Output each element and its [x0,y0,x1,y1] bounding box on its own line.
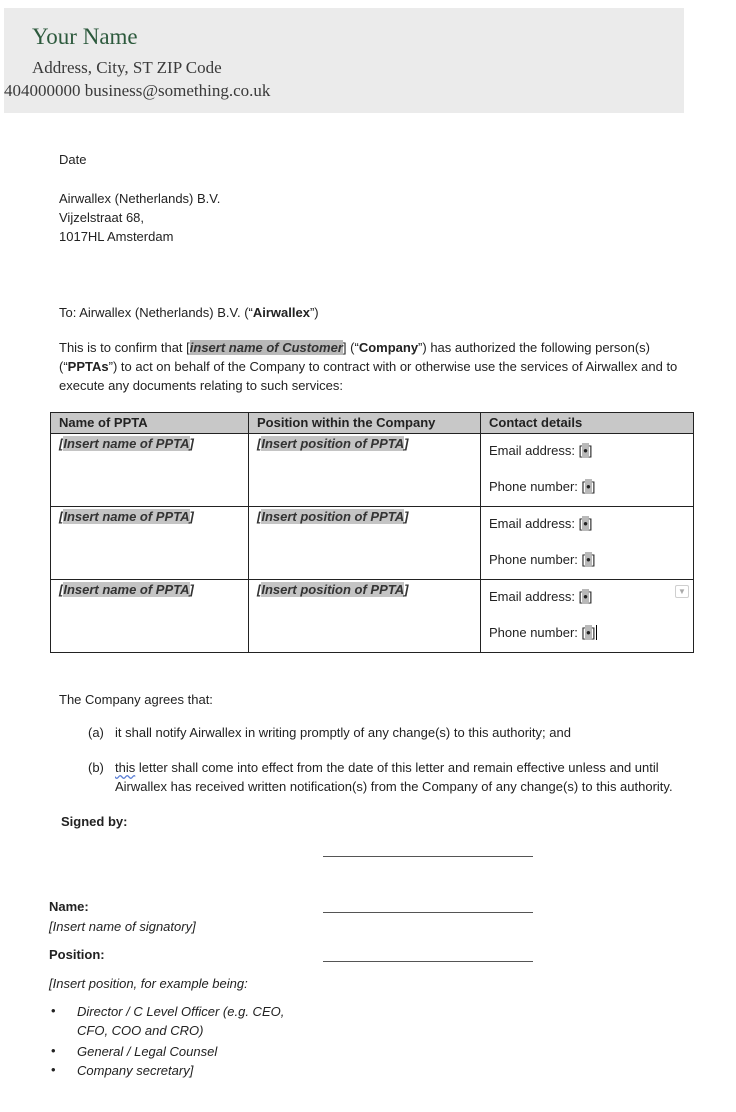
clause-b-line2: Airwallex has received written notification(s) from the Company of any change(s) to this authority. [115,779,673,794]
signature-line[interactable] [323,856,533,857]
phone-field[interactable]: • [586,552,591,567]
text-cursor [596,625,597,640]
ppta-contact-cell[interactable]: Email address: [•] Phone number: [•] [481,507,694,580]
agreement-intro: The Company agrees that: [59,692,213,707]
intro-line3: execute any documents relating to such services: [59,378,343,393]
sender-address: Address, City, ST ZIP Code [32,58,222,77]
name-line[interactable] [323,912,533,913]
ppta-name-cell[interactable]: [Insert name of PPTA] [51,580,249,653]
to-line: To: Airwallex (Netherlands) B.V. (“Airwallex”) [59,305,319,320]
header-name: Name of PPTA [51,413,249,434]
phone-field[interactable]: • [586,479,591,494]
recipient-line1: Airwallex (Netherlands) B.V. [59,191,221,206]
chevron-down-icon[interactable]: ▼ [675,585,689,598]
ppta-table [50,412,694,653]
sender-name: Your Name [32,24,138,49]
customer-placeholder[interactable]: insert name of Customer [189,340,343,355]
date-label: Date [59,152,87,167]
clause-b-line1: this letter shall come into effect from the date of this letter and remain effective unless and until [115,760,659,775]
clause-a-text: it shall notify Airwallex in writing promptly of any change(s) to this authority; and [115,725,571,740]
ppta-position-cell[interactable]: [Insert position of PPTA] [249,580,481,653]
ppta-position-cell[interactable]: [Insert position of PPTA] [249,434,481,507]
clause-a-label: (a) [88,725,104,740]
signed-by-label: Signed by: [61,814,128,829]
table-row [51,507,694,580]
bullet-dot: • [51,1043,56,1058]
example-item: General / Legal Counsel [77,1044,218,1059]
example-item: Director / C Level Officer (e.g. CEO, [77,1004,285,1019]
header-position: Position within the Company [249,413,481,434]
email-field[interactable]: • [583,589,588,604]
recipient-line3: 1017HL Amsterdam [59,229,174,244]
letterhead [4,8,684,113]
ppta-name-cell[interactable]: [Insert name of PPTA] [51,507,249,580]
table-header-row [51,413,694,434]
email-field[interactable]: • [583,443,588,458]
clause-b-label: (b) [88,760,104,775]
bullet-dot: • [51,1003,56,1018]
intro-line2: (“PPTAs”) to act on behalf of the Company to contract with or otherwise use the services of Airwallex and to [59,359,678,374]
ppta-name-cell[interactable]: [Insert name of PPTA] [51,434,249,507]
name-placeholder: [Insert name of signatory] [49,919,196,934]
position-line[interactable] [323,961,533,962]
sender-contact: 404000000 business@something.co.uk [4,81,271,100]
position-placeholder: [Insert position, for example being: [49,976,248,991]
table-row [51,580,694,653]
header-contact: Contact details [481,413,694,434]
email-field[interactable]: • [583,516,588,531]
position-label: Position: [49,947,105,962]
ppta-contact-cell[interactable]: ▼ Email address: [•] Phone number: [•] [481,580,694,653]
table-row [51,434,694,507]
intro-line1: This is to confirm that [insert name of Customer] (“Company”) has authorized the following person(s) [59,340,650,355]
ppta-contact-cell[interactable]: Email address: [•] Phone number: [•] [481,434,694,507]
example-item: Company secretary] [77,1063,194,1078]
example-item-cont: CFO, COO and CRO) [77,1023,204,1038]
ppta-position-cell[interactable]: [Insert position of PPTA] [249,507,481,580]
bullet-dot: • [51,1062,56,1077]
name-label: Name: [49,899,89,914]
phone-field[interactable]: • [586,625,591,640]
recipient-line2: Vijzelstraat 68, [59,210,145,225]
